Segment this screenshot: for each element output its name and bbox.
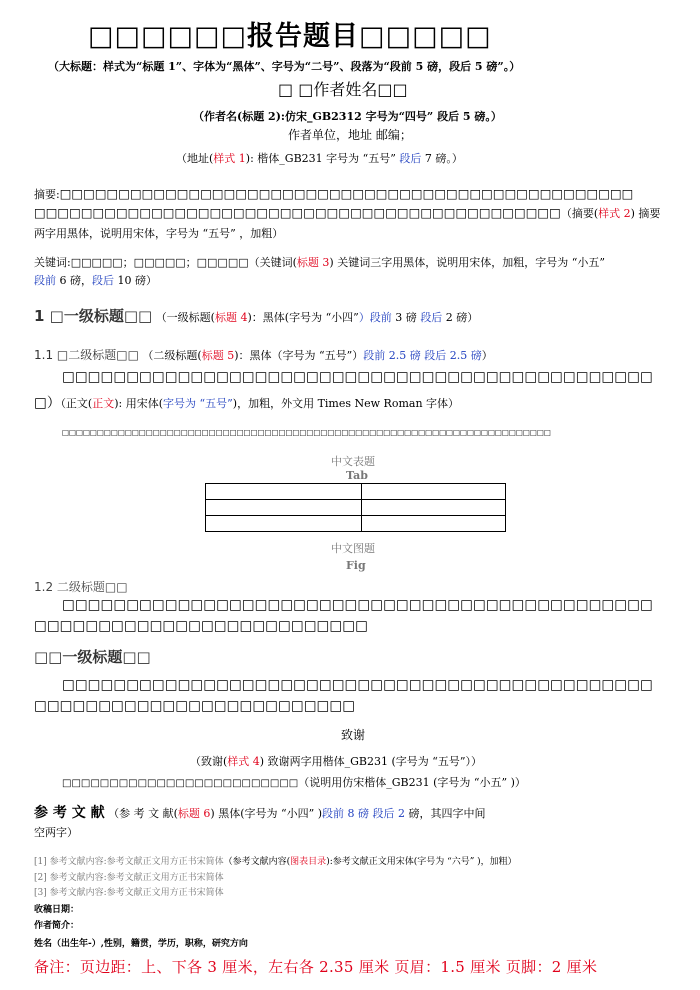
keywords-style: 标题 3 [296, 256, 330, 269]
table-cell [206, 484, 362, 500]
refs-before: 段前 8 磅 [322, 807, 370, 820]
figure-caption-en: Fig [346, 559, 366, 572]
author-affiliation: 作者单位，地址 邮编； [288, 128, 412, 142]
heading-2-p2: ） [481, 349, 493, 362]
table-cell [206, 500, 362, 516]
received-date: 收稿日期： [34, 905, 80, 915]
keywords-boxes: □□□□□；□□□□□；□□□□□ [70, 256, 249, 269]
heading-1b: □□一级标题□□ [34, 648, 151, 666]
refs-title: 参 考 文 献 [34, 805, 105, 821]
heading-1-before: ）段前 [358, 311, 392, 324]
ack-body [62, 774, 526, 790]
address-note-c: 7 磅。） [421, 152, 463, 165]
author-bio: 姓名（出生年-）,性别，籍贯，学历，职称，研究方向 [34, 939, 248, 949]
refs-style: 标题 6 [177, 807, 211, 820]
ack-note [190, 753, 482, 769]
refs-heading [34, 802, 486, 822]
body-2-line-1: □□□□□□□□□□□□□□□□□□□□□□□□□□□□□□□□□□□□□□□□□□□□□□ [62, 597, 653, 613]
heading-1-text: 1 □一级标题□□ [34, 307, 153, 325]
heading-1-note-b: )：黑体(字号为 “小四” [247, 311, 359, 324]
heading-2-note-a: （二级标题( [142, 349, 202, 362]
refs-note-a: （参 考 文 献( [108, 807, 178, 820]
keywords-p2: 10 磅） [114, 274, 157, 287]
keywords-note-a: （关键词( [248, 256, 297, 269]
body-3-line-2: □□□□□□□□□□□□□□□□□□□□□□□□□ [34, 698, 356, 714]
body-1-note-c: )，加粗，外文用 Times New Roman 字体） [232, 397, 460, 410]
reference-style: 图表目录 [290, 857, 327, 867]
keywords-line-2 [34, 272, 157, 288]
table-caption: 中文表题 [331, 455, 375, 468]
ack-body-note: （说明用仿宋楷体_GB231 (字号为 “小五” )） [298, 776, 526, 789]
abstract-boxes-2: □□□□□□□□□□□□□□□□□□□□□□□□□□□□□□□□□□□□□□□□□□□□□ [34, 205, 561, 220]
title-note: （大标题：样式为“标题 1”、字体为“黑体”、字号为“二号”、段落为“段前 5 磅，段后 5 磅”。） [48, 60, 521, 73]
ack-note-b: ) 致谢两字用楷体_GB231 (字号为 “五号”）） [259, 755, 482, 768]
abstract-line-1 [34, 186, 633, 202]
table-row [206, 500, 506, 516]
body-1-style: 正文 [92, 397, 115, 410]
heading-2-note-b: )：黑体（字号为 “五号”） [234, 349, 364, 362]
abstract-label: 摘要: [34, 188, 60, 201]
keywords-line-1 [34, 254, 605, 270]
table-row [206, 516, 506, 532]
body-2-line-2: □□□□□□□□□□□□□□□□□□□□□□□□□□ [34, 618, 368, 634]
footer-note: 备注：页边距：上、下各 3 厘米，左右各 2.35 厘米 页眉：1.5 厘米 页脚：2 厘米 [34, 958, 598, 976]
ack-boxes: □□□□□□□□□□□□□□□□□□□□□□□□□ [62, 778, 299, 789]
placeholder-table [205, 483, 506, 532]
reference-note-b: ):参考文献正文用宋体(字号为 “六号” )，加粗） [326, 857, 517, 867]
refs-after: 段后 2 [372, 807, 406, 820]
ack-note-a: （致谢( [190, 755, 228, 768]
keywords-before: 段前 [34, 274, 56, 287]
keywords-note-b: ) 关键词三字用黑体，说明用宋体，加粗，字号为 “小五” [329, 256, 605, 269]
body-3-line-1: □□□□□□□□□□□□□□□□□□□□□□□□□□□□□□□□□□□□□□□□□□□□□□ [62, 677, 653, 693]
heading-1 [34, 305, 478, 326]
body-1-style-2: 字号为 “五号” [163, 397, 233, 410]
heading-2-text: 1.1 □二级标题□□ [34, 348, 139, 362]
keywords-label: 关键词: [34, 256, 71, 269]
address-note [176, 150, 463, 166]
body-1-line-2 [34, 391, 459, 411]
address-after: 段后 [399, 152, 422, 165]
reference-item-3: [3] 参考文献内容:参考文献正文用方正书宋简体 [34, 888, 224, 898]
reference-text-1: [1] 参考文献内容:参考文献正文用方正书宋简体 [34, 857, 224, 867]
table-cell [362, 484, 506, 500]
author-bio-label: 作者简介： [34, 921, 80, 931]
abstract-note-a: （摘要( [560, 207, 599, 220]
author-name: □ □作者姓名□□ [278, 80, 408, 99]
table-cell [362, 516, 506, 532]
figure-caption: 中文图题 [331, 542, 375, 555]
reference-item-2: [2] 参考文献内容:参考文献正文用方正书宋简体 [34, 873, 224, 883]
reference-item-1 [34, 854, 517, 867]
small-box-line: □□□□□□□□□□□□□□□□□□□□□□□□□□□□□□□□□□□□□□□□□□□□□□□□□□□□□□□□□□□□□□□□□□□□□□ [62, 428, 551, 437]
abstract-line-2 [34, 205, 660, 221]
reference-note-a: （参考文献内容( [223, 857, 291, 867]
abstract-line-3: 两字用黑体，说明用宋体，字号为 “五号” ，加粗） [34, 227, 284, 240]
table-caption-en: Tab [346, 469, 368, 482]
body-1-note-b: ): 用宋体( [114, 397, 164, 410]
abstract-boxes-1: □□□□□□□□□□□□□□□□□□□□□□□□□□□□□□□□□□□□□□□□□□□□□□□□□ [59, 186, 634, 201]
ack-style: 样式 4 [227, 755, 260, 768]
heading-1-note-a: （一级标题( [155, 311, 215, 324]
table-cell [362, 500, 506, 516]
heading-2-before: 段前 2.5 磅 [363, 349, 421, 362]
heading-1-p1: 3 磅 [391, 311, 421, 324]
body-1-boxes-2: □） [34, 395, 61, 411]
abstract-style: 样式 2 [598, 207, 631, 220]
heading-2 [34, 346, 493, 363]
heading-2b: 1.2 二级标题□□ [34, 580, 128, 594]
refs-note-c: 磅，其四字中间 [405, 807, 486, 820]
heading-2-style: 标题 5 [201, 349, 235, 362]
abstract-note-b: ) 摘要 [630, 207, 661, 220]
heading-1-p2: 2 磅） [442, 311, 479, 324]
address-style: 样式 1 [213, 152, 246, 165]
address-note-a: （地址( [176, 152, 214, 165]
heading-2-after: 段后 2.5 磅 [424, 349, 482, 362]
body-1-line-1: □□□□□□□□□□□□□□□□□□□□□□□□□□□□□□□□□□□□□□□□□□□□□□ [62, 369, 653, 385]
table-row [206, 484, 506, 500]
keywords-after: 段后 [92, 274, 114, 287]
ack-title: 致谢 [341, 728, 366, 742]
table-cell [206, 516, 362, 532]
heading-1-style: 标题 4 [214, 311, 248, 324]
keywords-p1: 6 磅， [56, 274, 92, 287]
body-1-note-a: （正文( [60, 397, 93, 410]
address-note-b: ): 楷体_GB231 字号为 “五号” [245, 152, 400, 165]
author-note: （作者名(标题 2):仿宋_GB2312 字号为“四号” 段后 5 磅。） [193, 110, 502, 123]
refs-line-2: 空两字） [34, 826, 78, 839]
heading-1-after: 段后 [420, 311, 443, 324]
page-title: □□□□□□报告题目□□□□□ [88, 21, 492, 52]
refs-note-b: ) 黑体(字号为 “小四” ) [210, 807, 323, 820]
